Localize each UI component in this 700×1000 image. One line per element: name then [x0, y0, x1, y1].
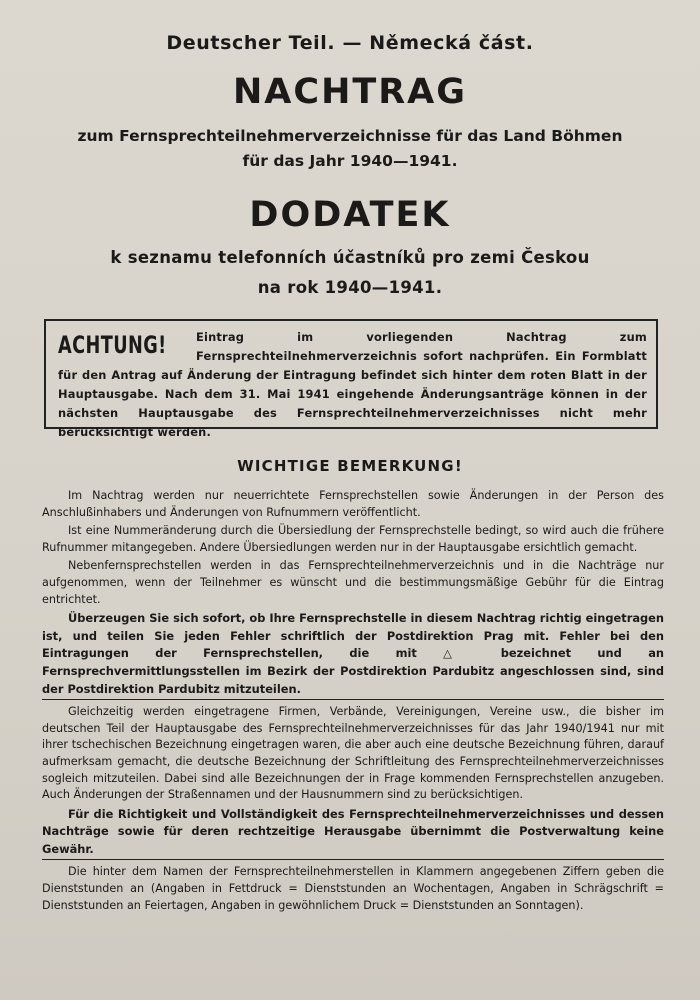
attention-notice-box	[44, 319, 658, 439]
subtitle-german-line2: für das Jahr 1940—1941.	[242, 152, 458, 170]
important-remark-heading: WICHTIGE BEMERKUNG!	[237, 457, 463, 475]
remark-paragraph-1: Im Nachtrag werden nur neuerrichtete Fernsprechstellen sowie Änderungen in der Person des Anschlußinhabers und Änderungen von Rufnummern veröffentlicht.	[42, 489, 664, 519]
remark-paragraph-3: Nebenfernsprechstellen werden in das Fernsprechteilnehmerverzeichnis und in die Nachträge nur aufgenommen, wenn der Teilnehmer es wünscht und die bestimmungsmäßige Gebühr für die Eintrag entrichtet.	[42, 559, 664, 606]
remark-paragraph-5: Gleichzeitig werden eingetragene Firmen, Verbände, Vereinigungen, Vereine usw., die bisher im deutschen Teil der Hauptausgabe des Fernsprechteilnehmerverzeichnisses für das Jahr 1940/1941 nur mit ihrer tschechischen Bezeichnung eingetragen waren, die aber auch eine deutsche Bezeichnung führen, darauf aufmerksam gemacht, die deutsche Bezeichnung der Schriftleitung des Fernsprechteilnehmerverzeichnisses sogleich mitzuteilen. Dabei sind alle Bezeichnungen der in Frage kommenden Fernsprechstellen anzugeben. Auch Änderungen der Straßennamen und der Hausnummern sind zu berücksichtigen.	[42, 705, 664, 802]
title-czech: DODATEK	[249, 195, 451, 235]
attention-text: Eintrag im vorliegenden Nachtrag zum Fernsprechteilnehmerverzeichnis sofort nachprüfen. Ein Formblatt für den Antrag auf Änderung der Eintragung befindet sich hinter dem roten Blatt in der Hauptausgabe. Nach dem 31. Mai 1941 eingehende Änderungsanträge können in der nächsten Hauptausgabe des Fernsprechteilnehmerverzeichnisses nicht mehr berücksichtigt werden.	[58, 330, 647, 439]
subtitle-german-line1: zum Fernsprechteilnehmerverzeichnisse für das Land Böhmen	[77, 127, 623, 145]
section-heading: Deutscher Teil. — Německá část.	[166, 32, 534, 54]
subtitle-czech-line1: k seznamu telefonních účastníků pro zemi Českou	[110, 248, 590, 267]
attention-lead: ACHTUNG!	[58, 331, 167, 359]
remark-paragraph-6-emphasis: Für die Richtigkeit und Vollständigkeit des Fernsprechteilnehmerverzeichnisses und dessen Nachträge sowie für deren rechtzeitige Herausgabe übernimmt die Postverwaltung keine Gewähr.	[42, 806, 664, 861]
remark-body	[42, 488, 664, 916]
remark-paragraph-7: Die hinter dem Namen der Fernsprechteilnehmerstellen in Klammern angegebenen Ziffern geben die Dienststunden an (Angaben in Fettdruck = Dienststunden an Wochentagen, Angaben in Schrägschrift = Dienststunden an Feiertagen, Angaben in gewöhnlichem Druck = Dienststunden an Sonntagen).	[42, 865, 664, 912]
title-german: NACHTRAG	[233, 72, 467, 112]
remark-paragraph-2: Ist eine Nummeränderung durch die Übersiedlung der Fernsprechstelle bedingt, so wird auch die frühere Rufnummer mitangegeben. Andere Übersiedlungen werden nur in der Hauptausgabe ersichtlich gemacht.	[42, 524, 664, 554]
subtitle-czech	[0, 243, 700, 303]
subtitle-german	[0, 124, 700, 174]
subtitle-czech-line2: na rok 1940—1941.	[257, 278, 443, 297]
remark-paragraph-4-emphasis: Überzeugen Sie sich sofort, ob Ihre Fernsprechstelle in diesem Nachtrag richtig eingetragen ist, und teilen Sie jeden Fehler schriftlich der Postdirektion Prag mit. Fehler bei den Eintragungen der Fernsprechstellen, die mit △ bezeichnet und an Fernsprechvermittlungsstellen im Bezirk der Postdirektion Pardubitz angeschlossen sind, sind der Postdirektion Pardubitz mitzuteilen.	[42, 610, 664, 700]
